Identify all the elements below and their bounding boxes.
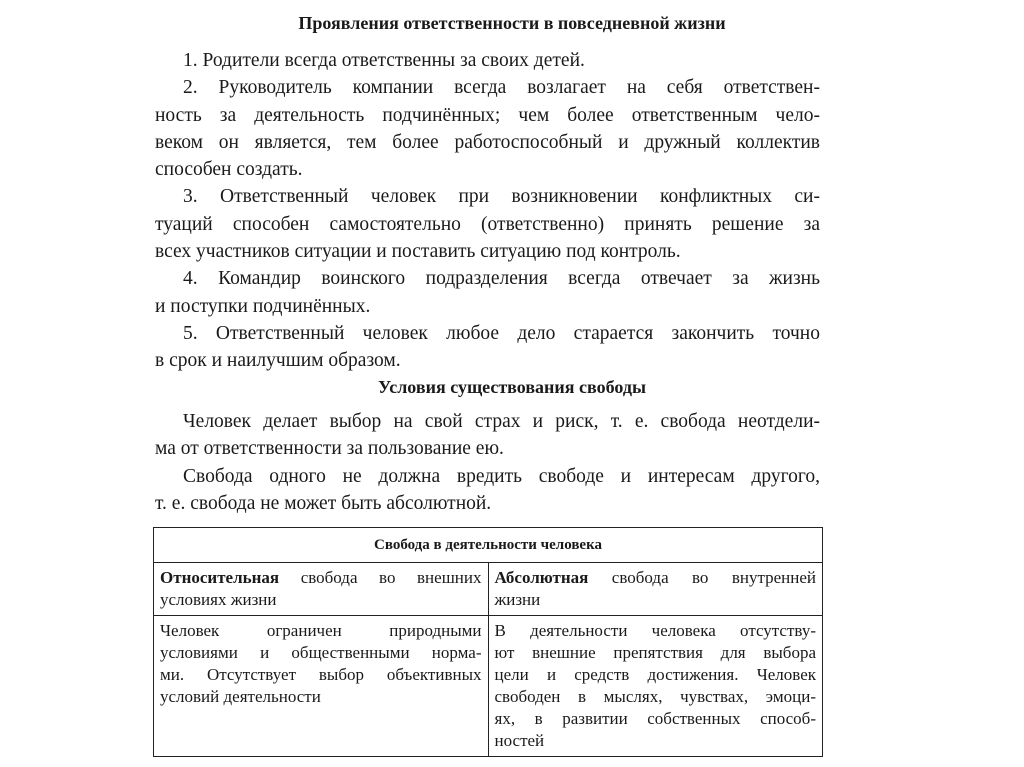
header-relative-bold: Относительная: [160, 568, 280, 587]
text-line: 3. Ответственный человек при возникновении конфликтных си-: [183, 186, 820, 208]
header-relative: [154, 563, 489, 616]
text-line: всех участников ситуации и поставить ситуацию под контроль.: [155, 241, 681, 263]
text-line: В деятельности человека отсутству-: [494, 621, 816, 640]
heading-responsibility: Проявления ответственности в повседневной жизни: [298, 13, 726, 33]
text-line: условиями и общественными норма-: [160, 643, 482, 662]
header-relative-line2: условиях жизни: [160, 590, 277, 609]
freedom-paragraphs: [155, 408, 820, 517]
text-line: Человек ограничен природными: [160, 621, 482, 640]
text-line: цели и средств достижения. Человек: [494, 665, 816, 684]
responsibility-list: [155, 47, 820, 375]
cell-absolute: [488, 616, 823, 757]
header-absolute: [488, 563, 823, 616]
list-item: [155, 183, 820, 265]
text-line: 1. Родители всегда ответственны за своих детей.: [183, 50, 585, 71]
cell-relative: [154, 616, 489, 757]
text-line: Свобода одного не должна вредить свободе и интересам другого,: [183, 465, 820, 487]
text-line: ностей: [494, 731, 545, 750]
text-line: способен создать.: [155, 159, 303, 181]
text-line: ма от ответственности за пользование ею.: [155, 438, 504, 460]
list-item: [155, 47, 820, 74]
header-absolute-line2: жизни: [494, 590, 541, 609]
list-item: [155, 265, 820, 320]
text-line: ми. Отсутствует выбор объективных: [160, 665, 482, 684]
text-line: ях, в развитии собственных способ-: [494, 709, 816, 728]
text-line: 4. Командир воинского подразделения всегда отвечает за жизнь: [183, 268, 820, 290]
text-line: в срок и наилучшим образом.: [155, 350, 401, 372]
paragraph: [155, 463, 820, 518]
text-line: 2. Руководитель компании всегда возлагает на себя ответствен-: [183, 77, 820, 99]
freedom-table: [153, 527, 823, 757]
text-line: и поступки подчинённых.: [155, 295, 371, 317]
header-absolute-text: свобода во внутренней: [588, 568, 816, 587]
text-line: условий деятельности: [160, 687, 321, 706]
text-line: Человек делает выбор на свой страх и риск, т. е. свобода неотдели-: [183, 411, 820, 432]
list-item: [155, 320, 820, 375]
heading-freedom-conditions: Условия существования свободы: [377, 377, 647, 397]
text-line: т. е. свобода не может быть абсолютной.: [155, 492, 492, 514]
list-item: [155, 74, 820, 183]
text-line: ность за деятельность подчинённых; чем более ответственным чело-: [155, 104, 820, 126]
text-line: веком он является, тем более работоспособный и дружный коллектив: [155, 131, 820, 153]
text-line: свободен в мыслях, чувствах, эмоци-: [494, 687, 816, 706]
text-line: туаций способен самостоятельно (ответственно) принять решение за: [155, 213, 820, 235]
header-relative-text: свобода во внешних: [279, 568, 482, 587]
table-title: Свобода в деятельности человека: [154, 528, 823, 563]
paragraph: [155, 408, 820, 463]
text-line: 5. Ответственный человек любое дело старается закончить точно: [183, 322, 820, 344]
header-absolute-bold: Абсолютная: [494, 568, 589, 587]
text-line: ют внешние препятствия для выбора: [494, 643, 816, 662]
